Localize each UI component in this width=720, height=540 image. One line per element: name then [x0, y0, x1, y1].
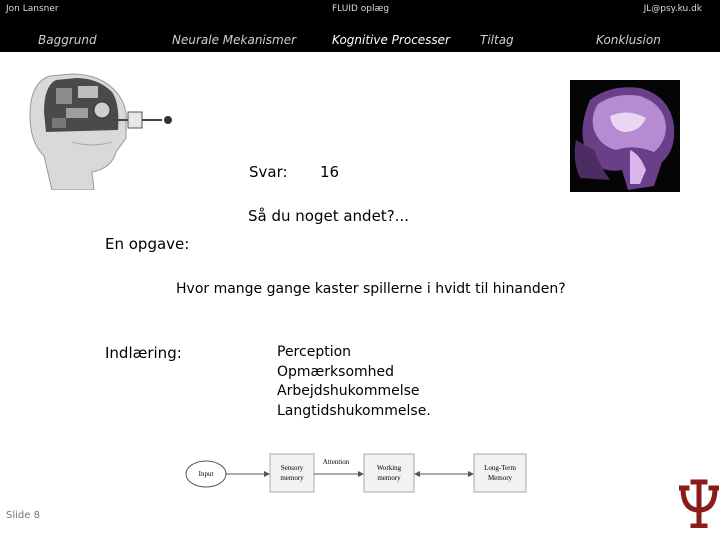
answer-value: 16: [320, 163, 340, 181]
answer-label: Svar:: [249, 163, 288, 181]
nav-item-neurale-mekanismer[interactable]: Neurale Mekanismer: [172, 33, 297, 47]
nav-item-tiltag[interactable]: Tiltag: [480, 33, 514, 47]
attention-label: Attention: [322, 458, 350, 466]
memory-model-diagram: [182, 448, 532, 498]
long-term-memory-box: [474, 454, 526, 492]
longterm-label: Long-Term: [484, 464, 516, 472]
learning-label: Indlæring:: [105, 344, 182, 362]
psi-logo-icon: [679, 476, 719, 528]
working-label: memory: [377, 474, 401, 482]
course-title: FLUID oplæg: [332, 4, 390, 14]
slide-number: Slide 8: [6, 510, 40, 521]
concept-list: [277, 343, 431, 421]
input-label: Input: [198, 470, 214, 478]
sensory-memory-box: [270, 454, 314, 492]
nav-item-baggrund[interactable]: Baggrund: [38, 33, 97, 47]
task-text: Hvor mange gange kaster spillerne i hvidt til hinanden?: [176, 281, 566, 297]
top-bar: [0, 0, 720, 52]
nav-item-kognitive-processer[interactable]: Kognitive Processer: [332, 33, 450, 47]
concept-item: Langtidshukommelse.: [277, 402, 431, 419]
author-name: Jon Lansner: [6, 4, 59, 14]
concept-item: Perception: [277, 344, 352, 360]
working-memory-box: [364, 454, 414, 492]
email-address: JL@psy.ku.dk: [643, 4, 702, 14]
brain-mri-image: [570, 80, 680, 192]
working-label: Working: [376, 464, 402, 472]
concept-item: Arbejdshukommelse: [277, 383, 420, 399]
longterm-label: Memory: [487, 474, 513, 482]
question-text: Så du noget andet?...: [248, 207, 409, 225]
concept-item: Opmærksomhed: [277, 363, 395, 380]
sensory-label: Sensory: [280, 464, 304, 472]
head-machinery-image: [22, 72, 182, 190]
task-label: En opgave:: [105, 235, 190, 253]
sensory-label: memory: [280, 474, 304, 482]
nav-item-konklusion[interactable]: Konklusion: [596, 33, 661, 47]
